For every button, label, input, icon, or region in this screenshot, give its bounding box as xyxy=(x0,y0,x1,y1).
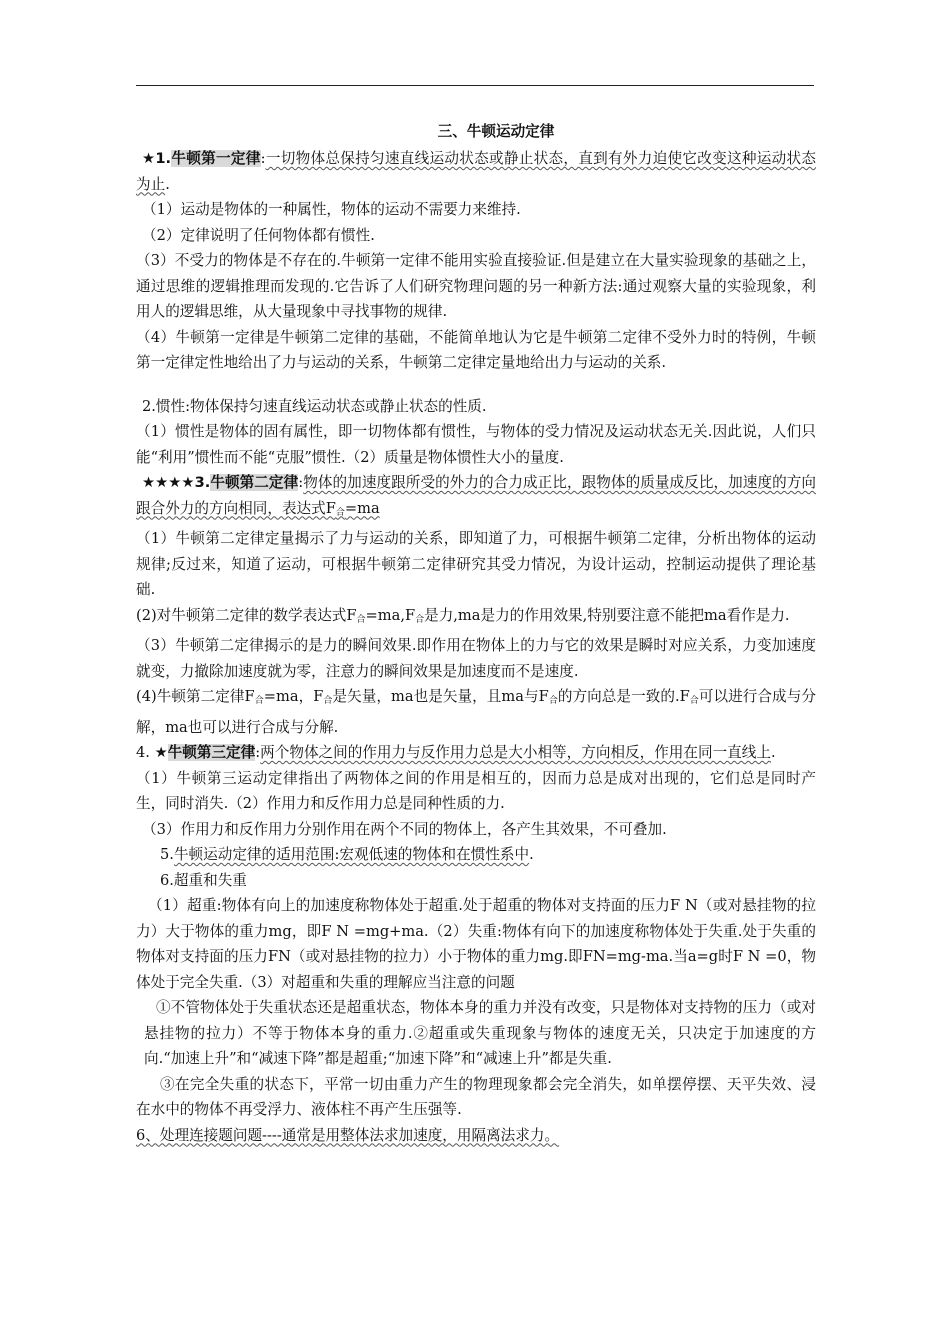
inertia-heading: 2.惯性:物体保持匀速直线运动状态或静止状态的性质. xyxy=(142,397,487,415)
star-mark: ★★★★3. xyxy=(142,474,211,491)
paragraph: ③在完全失重的状态下，平常一切由重力产生的物理现象都会完全消失，如单摆停摆、天平失效、浸在水中的物体不再受浮力、液体柱不再产生压强等. xyxy=(136,1075,816,1118)
section-heading: 牛顿第一定律 xyxy=(171,150,261,167)
section-heading: 牛顿第二定律 xyxy=(210,474,299,491)
connected-bodies-note: 6、处理连接题问题----通常是用整体法求加速度，用隔离法求力。 xyxy=(136,1126,560,1144)
paragraph: （3）牛顿第二定律揭示的是力的瞬间效果.即作用在物体上的力与它的效果是瞬时对应关系，力变加速度就变，力撤除加速度就为零，注意力的瞬间效果是加速度而不是速度. xyxy=(136,637,816,680)
paragraph: （3）不受力的物体是不存在的.牛顿第一定律不能用实验直接验证.但是建立在大量实验现象的基础之上，通过思维的逻辑推理而发现的.它告诉了人们研究物理问题的另一种新方法:通过观察大量的实验现象，利用人的逻辑思维，从大量现象中寻找事物的规律. xyxy=(136,252,816,320)
paragraph: （2）定律说明了任何物体都有惯性. xyxy=(142,226,375,244)
definition-text: 两个物体之间的作用力与反作用力总是大小相等，方向相反，作用在同一直线上 xyxy=(260,744,771,761)
definition-text: 物体的加速度跟所受的外力的合力成正比，跟物体的质量成反比，加速度的方向跟合外力的方向相同，表达式$F_合=ma$ xyxy=(136,474,816,518)
header-rule xyxy=(136,85,814,86)
paragraph: （4）牛顿第一定律是牛顿第二定律的基础，不能简单地认为它是牛顿第二定律不受外力时的特例，牛顿第一定律定性地给出了力与运动的关系，牛顿第二定律定量地给出力与运动的关系. xyxy=(136,328,816,371)
newton-second-law-definition: ★★★★3.牛顿第二定律:物体的加速度跟所受的外力的合力成正比，跟物体的质量成反比，加速度的方向跟合外力的方向相同，表达式$F_合=ma$ xyxy=(136,474,816,518)
paragraph: ①不管物体处于失重状态还是超重状态，物体本身的重力并没有改变，只是物体对支持物的压力（或对悬挂物的拉力）不等于物体本身的重力.②超重或失重现象与物体的速度无关，只决定于加速度的方向.“加速上升”和“减速下降”都是超重;“加速下降”和“减速上升”都是失重. xyxy=(144,999,816,1067)
definition-text: 一切物体总保持匀速直线运动状态或静止状态，直到有外力迫使它改变这种运动状态为止 xyxy=(136,150,816,193)
paragraph: （1）超重:物体有向上的加速度称物体处于超重.处于超重的物体对支持面的压力F N（或对悬挂物的拉力）大于物体的重力mg，即F N =mg+ma.（2）失重:物体有向下的加速度称物体处于失重.处于失重的物体对支持面的压力FN（或对悬挂物的拉力）小于物体的重力mg.即FN=mg-ma.当a=g时F N =0，物体处于完全失重.（3）对超重和失重的理解应当注意的问题 xyxy=(136,897,816,991)
paragraph: (2)对牛顿第二定律的数学表达式$F_合=ma,F_合$是力,ma是力的作用效果,特别要注意不能把ma看作是力. xyxy=(136,606,790,625)
document-body xyxy=(136,118,816,1148)
paragraph: （1）牛顿第二定律定量揭示了力与运动的关系，即知道了力，可根据牛顿第二定律，分析出物体的运动规律;反过来，知道了运动，可根据牛顿第二定律研究其受力情况，为设计运动，控制运动提供了理论基础. xyxy=(136,530,816,598)
star-mark: ★ xyxy=(154,744,168,761)
overweight-heading: 6.超重和失重 xyxy=(160,871,247,889)
scope-text: 牛顿运动定律的适用范围:宏观低速的物体和在惯性系中 xyxy=(173,846,530,863)
newton-first-law-definition: ★1.牛顿第一定律:一切物体总保持匀速直线运动状态或静止状态，直到有外力迫使它改变这种运动状态为止. xyxy=(136,150,816,193)
paragraph: （1）运动是物体的一种属性，物体的运动不需要力来维持. xyxy=(142,201,521,218)
paragraph: （1）惯性是物体的固有属性，即一切物体都有惯性，与物体的受力情况及运动状态无关.因此说，人们只能“利用”惯性而不能“克服”惯性.（2）质量是物体惯性大小的量度. xyxy=(136,423,816,466)
page-title: 三、牛顿运动定律 xyxy=(437,123,555,140)
spacer xyxy=(136,376,816,394)
section-heading: 牛顿第三定律 xyxy=(167,744,256,761)
star-mark: ★1. xyxy=(142,150,172,167)
paragraph: （1）牛顿第三运动定律指出了两物体之间的作用是相互的，因而力总是成对出现的，它们总是同时产生，同时消失.（2）作用力和反作用力总是同种性质的力. xyxy=(136,769,816,812)
paragraph: (4)牛顿第二定律$F_合=ma$，$F_合$是矢量，ma也是矢量，且ma与$F_合$的方向总是一致的$.F_合$可以进行合成与分解，ma也可以进行合成与分解. xyxy=(136,688,816,736)
paragraph: （3）作用力和反作用力分别作用在两个不同的物体上，各产生其效果，不可叠加. xyxy=(142,820,667,838)
scope-of-laws: 5.牛顿运动定律的适用范围:宏观低速的物体和在惯性系中. xyxy=(160,846,534,863)
newton-third-law-definition: 4. ★牛顿第三定律:两个物体之间的作用力与反作用力总是大小相等，方向相反，作用在同一直线上. xyxy=(136,744,776,761)
